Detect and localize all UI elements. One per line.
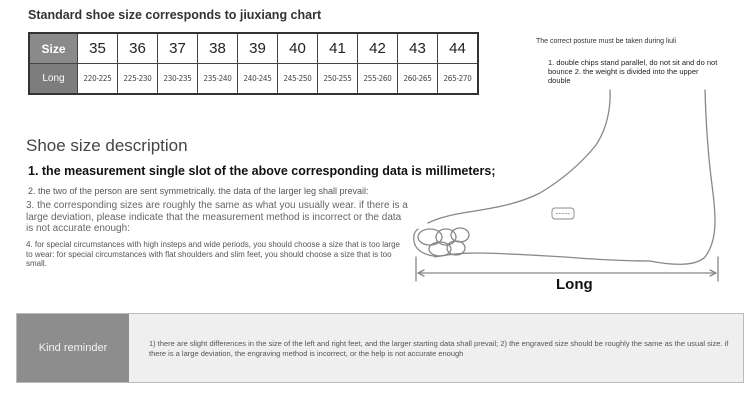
- length-label: Long: [556, 276, 593, 293]
- description-heading: Shoe size description: [26, 136, 188, 155]
- size-cell: 37: [158, 33, 198, 64]
- length-cell: 235-240: [198, 64, 238, 95]
- size-row: [29, 33, 478, 64]
- size-cell: 39: [238, 33, 278, 64]
- kind-reminder-label: Kind reminder: [17, 314, 129, 382]
- posture-detail: 1. double chips stand parallel, do not sit and do not bounce 2. the weight is divided into the upper double: [548, 58, 718, 85]
- size-cell: 41: [318, 33, 358, 64]
- length-cell: 220-225: [78, 64, 118, 95]
- length-cell: 260-265: [398, 64, 438, 95]
- size-cell: 38: [198, 33, 238, 64]
- posture-note: The correct posture must be taken during liuli: [536, 38, 677, 45]
- length-row-header: Long: [29, 64, 78, 95]
- size-row-header: Size: [29, 33, 78, 64]
- description-item-1: 1. the measurement single slot of the above corresponding data is millimeters;: [28, 164, 496, 178]
- length-cell: 245-250: [278, 64, 318, 95]
- description-item-3: 3. the corresponding sizes are roughly the same as what you usually wear. if there is a large deviation, please indicate that the measurement method is incorrect or the data is not accurate enough:: [26, 200, 408, 234]
- kind-reminder-text: 1) there are slight differences in the size of the left and right feet, and the larger starting data shall prevail; 2) the engraved size should be roughly the same as the usual size. if there is a large deviation, the engraving method is incorrect, or the help is not accurate enough: [149, 339, 729, 358]
- size-cell: 42: [358, 33, 398, 64]
- size-cell: 40: [278, 33, 318, 64]
- length-cell: 240-245: [238, 64, 278, 95]
- size-cell: 36: [118, 33, 158, 64]
- length-cell: 255-260: [358, 64, 398, 95]
- size-cell: 43: [398, 33, 438, 64]
- size-cell: 35: [78, 33, 118, 64]
- description-item-2: 2. the two of the person are sent symmetrically. the data of the larger leg shall prevail:: [28, 186, 369, 196]
- kind-reminder-box: [16, 313, 744, 383]
- chart-title: Standard shoe size corresponds to jiuxiang chart: [28, 8, 322, 22]
- description-item-4: 4. for special circumstances with high insteps and wide periods, you should choose a size that is too large to wear: for special circumstances with flat shoulders and slim feet, you should choose a size that is too small.: [26, 240, 400, 268]
- foot-illustration: [400, 85, 730, 285]
- length-cell: 250-255: [318, 64, 358, 95]
- length-cell: 265-270: [438, 64, 479, 95]
- length-cell: 230-235: [158, 64, 198, 95]
- size-cell: 44: [438, 33, 479, 64]
- length-cell: 225-230: [118, 64, 158, 95]
